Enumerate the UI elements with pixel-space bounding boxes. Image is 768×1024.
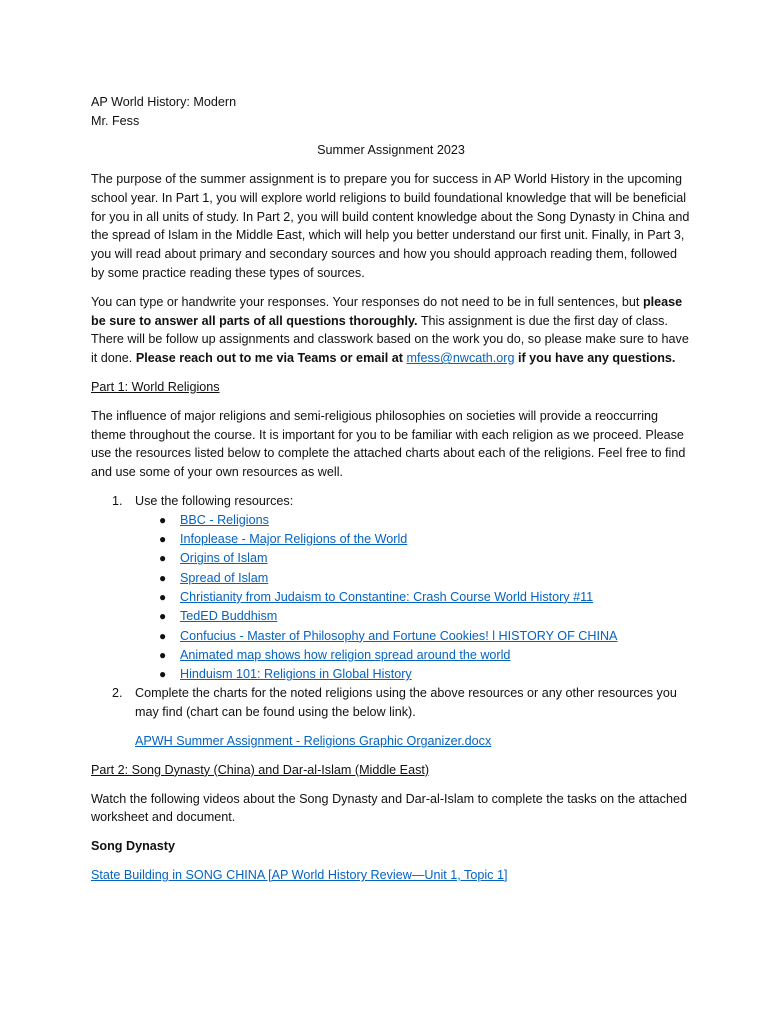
- part2-intro: Watch the following videos about the Song Dynasty and Dar-al-Islam to complete the tasks on the attached worksheet and document.: [91, 791, 687, 825]
- step-1-number: 1.: [112, 493, 123, 508]
- bullet-icon: ●: [159, 551, 167, 566]
- resource-link-buddhism[interactable]: TedED Buddhism: [180, 609, 278, 624]
- resource-link-animated-map[interactable]: Animated map shows how religion spread around the world: [180, 647, 511, 662]
- resource-item: [135, 665, 691, 684]
- bullet-icon: ●: [159, 532, 167, 547]
- bullet-icon: ●: [159, 570, 167, 585]
- step-1: [91, 492, 691, 684]
- song-video-link[interactable]: State Building in SONG CHINA [AP World History Review—Unit 1, Topic 1]: [91, 868, 508, 882]
- course-name: AP World History: Modern: [91, 95, 237, 109]
- song-link-line: [91, 866, 691, 885]
- email-link[interactable]: mfess@nwcath.org: [406, 351, 515, 366]
- resource-item: [135, 569, 691, 588]
- instructions-bold-3: if you have any questions.: [514, 351, 676, 366]
- document-page: [91, 93, 691, 885]
- bullet-icon: ●: [159, 609, 167, 624]
- bullet-icon: ●: [159, 512, 167, 527]
- part1-heading: Part 1: World Religions: [91, 379, 220, 394]
- resource-link-hinduism[interactable]: Hinduism 101: Religions in Global History: [180, 667, 412, 682]
- bullet-icon: ●: [159, 589, 167, 604]
- step-2-number: 2.: [112, 686, 123, 701]
- resource-item: [135, 588, 691, 607]
- bullet-icon: ●: [159, 667, 167, 682]
- resource-link-christianity[interactable]: Christianity from Judaism to Constantine: Crash Course World History #11: [180, 589, 594, 604]
- bullet-icon: ●: [159, 628, 167, 643]
- document-title: Summer Assignment 2023: [317, 143, 465, 157]
- resource-item: [135, 530, 691, 549]
- instructions-text-1: You can type or handwrite your responses. Your responses do not need to be in full sentences, but: [91, 294, 643, 309]
- part1-steps: [91, 492, 691, 751]
- resource-link-bbc[interactable]: BBC - Religions: [180, 512, 269, 527]
- intro-paragraph: The purpose of the summer assignment is to prepare you for success in AP World History in the upcoming school year. In Part 1, you will explore world religions to build foundational knowledge that will be beneficial for you in all units of study. In Part 2, you will build content knowledge about the Song Dynasty in China and the spread of Islam in the Middle East, which will help you better understand our first unit. Finally, in Part 3, you will read about primary and secondary sources and how you should approach reading them, followed by some practice reading these types of sources.: [91, 172, 690, 280]
- resource-link-confucius[interactable]: Confucius - Master of Philosophy and Fortune Cookies! l HISTORY OF CHINA: [180, 628, 618, 643]
- resource-item: [135, 549, 691, 568]
- resource-item: [135, 627, 691, 646]
- organizer-link[interactable]: APWH Summer Assignment - Religions Graphic Organizer.docx: [135, 734, 492, 749]
- instructions-bold-2: Please reach out to me via Teams or email at: [135, 351, 403, 366]
- resource-item: [135, 646, 691, 665]
- instructions-paragraph: [91, 293, 691, 368]
- instructions-text-2: This assignment is due the first day of class. There will be follow up assignments and classwork based on the work you do, so please make sure to have it done.: [91, 313, 689, 366]
- resource-link-origins-islam[interactable]: Origins of Islam: [180, 551, 268, 566]
- step-1-text: Use the following resources:: [135, 493, 294, 508]
- song-dynasty-heading-text: Song Dynasty: [91, 839, 175, 854]
- resource-link-infoplease[interactable]: Infoplease - Major Religions of the World: [180, 532, 408, 547]
- step-2-text: Complete the charts for the noted religions using the above resources or any other resources you may find (chart can be found using the below link).: [135, 686, 677, 720]
- step-2: [91, 684, 691, 750]
- bullet-icon: ●: [159, 647, 167, 662]
- part1-intro: The influence of major religions and semi-religious philosophies on societies will provide a reoccurring theme throughout the course. It is important for you to be familiar with each religion as we proceed. Please use the resources listed below to complete the attached charts about each of the religions. Feel free to find and use some of your own resources as well.: [91, 408, 686, 480]
- teacher-name: Mr. Fess: [91, 114, 140, 128]
- resource-link-spread-islam[interactable]: Spread of Islam: [180, 570, 269, 585]
- song-dynasty-heading: [91, 837, 691, 856]
- part2-heading: Part 2: Song Dynasty (China) and Dar-al-Islam (Middle East): [91, 762, 430, 777]
- instructions-bold-1: please be sure to answer all parts of all questions thoroughly.: [91, 294, 683, 328]
- resource-list: [135, 511, 691, 685]
- organizer-link-line: [135, 732, 691, 751]
- resource-item: [135, 511, 691, 530]
- resource-item: [135, 607, 691, 626]
